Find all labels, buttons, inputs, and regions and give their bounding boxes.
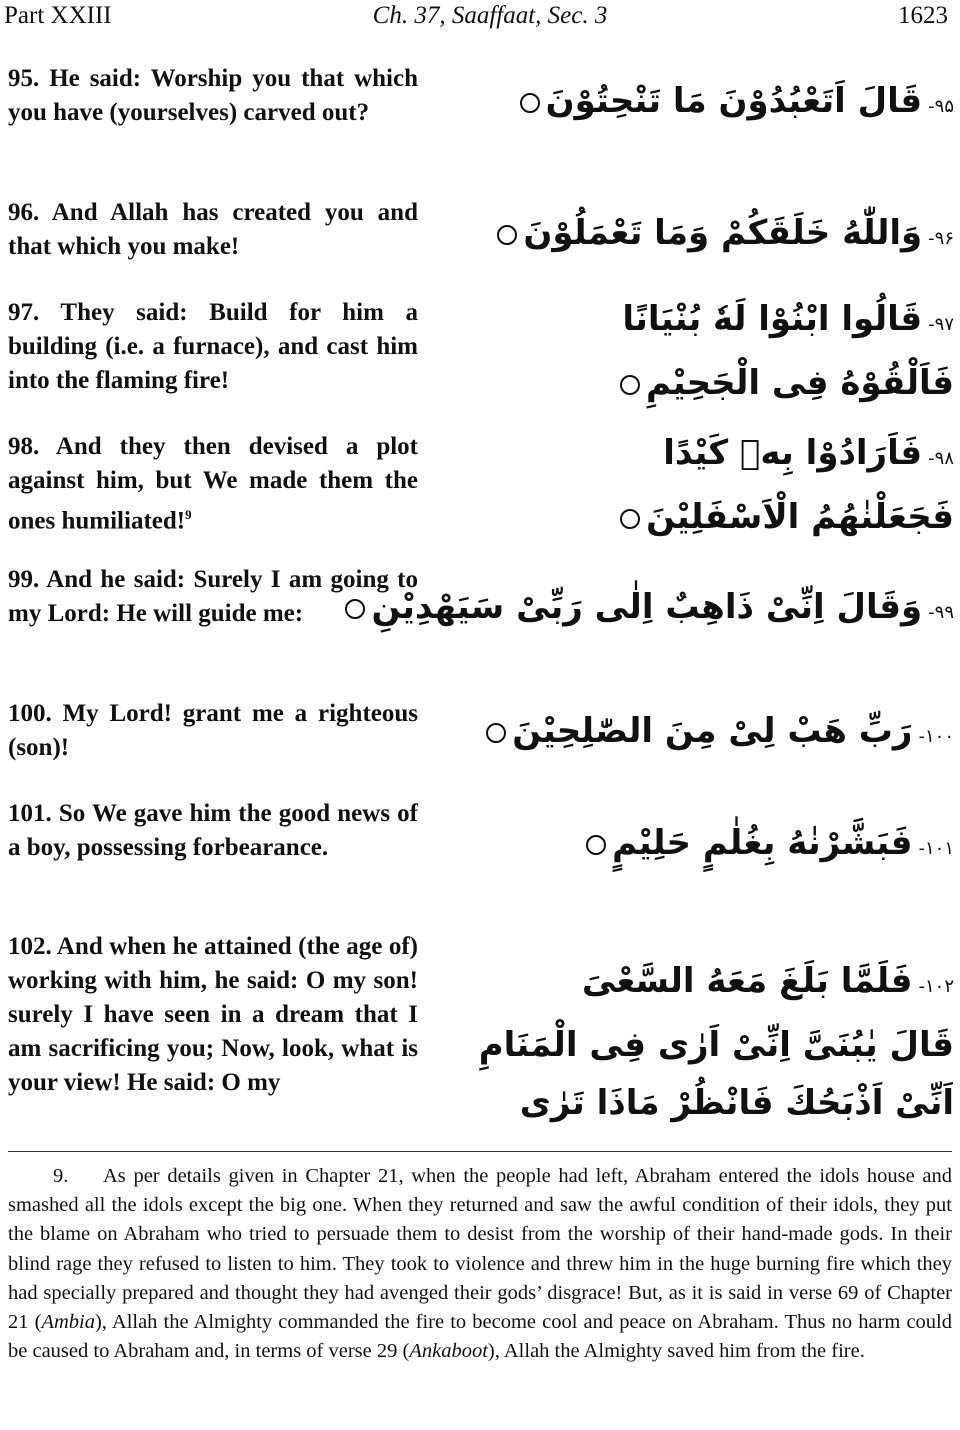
footnote-divider xyxy=(8,1151,952,1152)
chapter-title: Ch. 37, Saaffaat, Sec. 3 xyxy=(372,2,608,29)
verse-100-arabic: ۱۰۰-رَبِّ هَبْ لِىْ مِنَ الصّٰلِحِيْنَ xyxy=(534,702,954,766)
footnote-chapter-name: Ankaboot xyxy=(409,1340,488,1363)
arabic-line: فَلَمَّا بَلَغَ مَعَهُ السَّعْىَ xyxy=(581,961,913,1001)
arabic-line: فَاَرَادُوْا بِهٖ كَيْدًا xyxy=(663,433,923,473)
arabic-line: رَبِّ هَبْ لِىْ مِنَ الصّٰلِحِيْنَ xyxy=(512,711,913,751)
arabic-line: فَاَلْقُوْهُ فِى الْجَحِيْمِ xyxy=(646,363,954,403)
verse-end-marker-icon xyxy=(586,835,606,855)
footnote: 9. As per details given in Chapter 21, when the people had left, Abraham entered the idols house and smashed all the idols except the big one. When they returned and saw the awful condition of their idols, they put the blame on Abraham who tried to persuade them to desist from the worship of their hand-made gods. In their blind rage they refused to listen to him. They took to violence and threw him in the huge burning fire which they had specially prepared and thought they had avenged their gods’ disgrace! But, as it is said in verse 69 of Chapter 21 (Ambia), Allah the Almighty commanded the fire to become cool and peace on Abraham. Thus no harm could be caused to Abraham and, in terms of verse 29 (Ankaboot), Allah the Almighty saved him from the fire. xyxy=(8,1162,952,1366)
arabic-line: وَقَالَ اِنِّىْ ذَاهِبٌ اِلٰى رَبِّىْ سَيَهْدِيْنِ xyxy=(371,587,923,627)
verse-101-arabic: ۱۰۱-فَبَشَّرْنٰهُ بِغُلٰمٍ حَلِيْمٍ xyxy=(534,814,954,878)
verse-99-translation: 99. And he said: Surely I am going to my Lord: He will guide me: xyxy=(8,566,418,627)
verse-98-arabic: ۹۸-فَاَرَادُوْا بِهٖ كَيْدًا فَجَعَلْنٰهُمُ الْاَسْفَلِيْنَ xyxy=(534,424,954,546)
verse-99-arabic: ۹۹-وَقَالَ اِنِّىْ ذَاهِبٌ اِلٰى رَبِّىْ سَيَهْدِيْنِ xyxy=(484,578,954,642)
verse-102-arabic: ۱۰۲-فَلَمَّا بَلَغَ مَعَهُ السَّعْىَ قَالَ يٰبُنَىَّ اِنِّىْ اَرٰى فِى الْمَنَامِ اَنِّىْ اَذْبَحُكَ فَانْظُرْ مَاذَا تَرٰى xyxy=(478,961,954,1123)
arabic-line: قَالُوا ابْنُوْا لَهٗ بُنْيَانًا xyxy=(622,299,923,339)
footnote-chapter-name: Ambia xyxy=(41,1311,95,1334)
page-number: 1623 xyxy=(898,2,948,29)
verse-100-translation: 100. My Lord! grant me a righteous (son)! xyxy=(8,700,418,761)
verse-end-marker-icon xyxy=(520,93,540,113)
verse-101-translation: 101. So We gave him the good news of a boy, possessing forbearance. xyxy=(8,800,418,861)
verse-end-marker-icon xyxy=(486,723,506,743)
page-header xyxy=(0,0,960,36)
arabic-line: قَالَ يٰبُنَىَّ اِنِّىْ اَرٰى فِى الْمَنَامِ xyxy=(478,1025,954,1065)
footnote-number: 9. xyxy=(53,1165,69,1187)
arabic-line: فَجَعَلْنٰهُمُ الْاَسْفَلِيْنَ xyxy=(646,497,954,537)
verse-96-arabic: ۹۶-وَاللّٰهُ خَلَقَكُمْ وَمَا تَعْمَلُوْنَ xyxy=(534,204,954,268)
verse-96-translation: 96. And Allah has created you and that which you make! xyxy=(8,199,418,260)
verse-end-marker-icon xyxy=(345,599,365,619)
verse-end-marker-icon xyxy=(620,509,640,529)
arabic-line: وَاللّٰهُ خَلَقَكُمْ وَمَا تَعْمَلُوْنَ xyxy=(523,213,923,253)
verse-95-translation: 95. He said: Worship you that which you have (yourselves) carved out? xyxy=(8,65,418,126)
verse-97-arabic: ۹۷-قَالُوا ابْنُوْا لَهٗ بُنْيَانًا فَاَلْقُوْهُ فِى الْجَحِيْمِ xyxy=(534,290,954,412)
verse-end-marker-icon xyxy=(497,225,517,245)
verse-102-translation: 102. And when he attained (the age of) working with him, he said: O my son! surely I have seen in a dream that I am sacrificing you; Now, look, what is your view! He said: O my xyxy=(8,933,418,1096)
arabic-line: قَالَ اَتَعْبُدُوْنَ مَا تَنْحِتُوْنَ xyxy=(545,81,923,121)
verse-98-translation: 98. And they then devised a plot against him, but We made them the ones humiliated!$^9$ xyxy=(8,433,418,535)
footnote-ref: 9 xyxy=(185,507,192,522)
verse-95-arabic: ۹۵-قَالَ اَتَعْبُدُوْنَ مَا تَنْحِتُوْنَ xyxy=(534,72,954,136)
part-label: Part XXIII xyxy=(4,2,112,29)
verse-97-translation: 97. They said: Build for him a building (i.e. a furnace), and cast him into the flaming fire! xyxy=(8,299,418,394)
arabic-line: فَبَشَّرْنٰهُ بِغُلٰمٍ حَلِيْمٍ xyxy=(612,823,913,863)
verse-end-marker-icon xyxy=(620,375,640,395)
arabic-line: اَنِّىْ اَذْبَحُكَ فَانْظُرْ مَاذَا تَرٰى xyxy=(519,1083,954,1123)
